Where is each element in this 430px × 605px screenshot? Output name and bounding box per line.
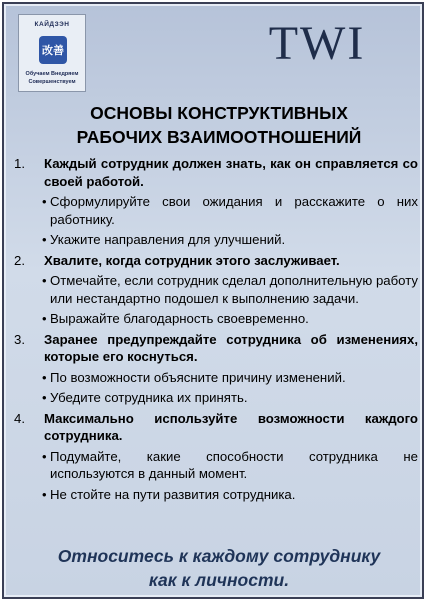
page-title [30, 101, 408, 149]
bullet-icon [14, 389, 50, 407]
bullet-text: Подумайте, какие способности сотрудника не используются в данный момент. [50, 448, 418, 481]
bullet-text: Убедите сотрудника их принять. [50, 390, 248, 405]
bullet-text: Отмечайте, если сотрудник сделал дополнительную работу или нестандартно подошел к выполнению задачи. [50, 273, 418, 306]
brand-title: TWI [268, 17, 366, 70]
principle-bullet [14, 231, 418, 249]
bullet-text: По возможности объясните причину изменений. [50, 369, 346, 385]
bullet-text: Укажите направления для улучшений. [50, 232, 286, 247]
bullet-text: Выражайте благодарность своевременно. [50, 311, 309, 326]
principle-item [14, 252, 418, 270]
principle-bullet [14, 486, 418, 504]
principles-list [14, 155, 418, 503]
principle-item [14, 331, 418, 366]
principle-number: 2. [14, 252, 25, 268]
principle-text: Заранее предупреждайте сотрудника об изменениях, которые его коснуться. [44, 331, 418, 364]
principle-text: Хвалите, когда сотрудник этого заслуживает. [44, 252, 340, 268]
principle-bullet [14, 193, 418, 228]
bullet-icon [14, 369, 50, 387]
bullet-icon [14, 310, 50, 328]
bullet-icon [14, 272, 50, 307]
principle-bullet [14, 389, 418, 407]
bullet-text: Не стойте на пути развития сотрудника. [50, 486, 296, 502]
principle-number: 3. [14, 331, 25, 347]
page-title-line1: ОСНОВЫ КОНСТРУКТИВНЫХ [90, 103, 348, 123]
principle-number: 4. [14, 410, 25, 426]
principle-bullet [14, 272, 418, 307]
bullet-icon [14, 193, 50, 228]
logo-caption-line2: Совершенствуем [28, 79, 76, 85]
kaizen-logo [18, 14, 86, 92]
principle-text: Максимально используйте возможности каждого сотрудника. [44, 410, 418, 443]
closing-line2: как к личности. [148, 570, 290, 590]
bullet-text: Сформулируйте свои ожидания и расскажите о них работнику. [50, 194, 418, 227]
bullet-icon [14, 448, 50, 483]
principle-text: Каждый сотрудник должен знать, как он справляется со своей работой. [44, 156, 418, 189]
logo-caption-line1: Обучаем Внедряем [25, 71, 79, 77]
principle-number: 1. [14, 156, 25, 171]
principle-item [14, 155, 418, 190]
closing-statement [34, 544, 404, 592]
kaizen-badge-icon: 改善 [39, 36, 67, 64]
bullet-icon [14, 486, 50, 504]
closing-line1: Относитесь к каждому сотруднику [57, 546, 381, 566]
logo-top-text: КАЙДЗЭН [34, 21, 70, 28]
principle-bullet [14, 369, 418, 387]
bullet-icon [14, 231, 50, 249]
page-title-line2: РАБОЧИХ ВЗАИМООТНОШЕНИЙ [76, 127, 362, 147]
principle-item [14, 410, 418, 445]
poster-card [2, 2, 424, 599]
principle-bullet [14, 310, 418, 328]
principle-bullet [14, 448, 418, 483]
